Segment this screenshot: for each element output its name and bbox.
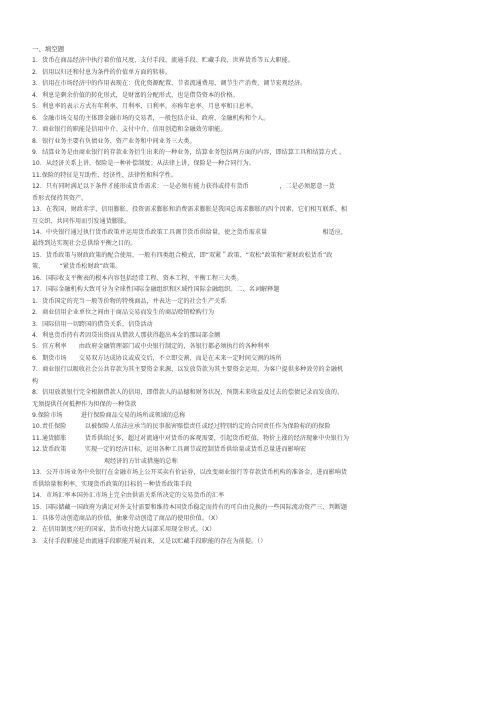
text-line: 13．公开市场业务中央银行在金融市场上公开买卖有价证券，以改变商业银行等存款货币机构的准备金，进而影响货 xyxy=(32,469,348,477)
text-line: 9.保险市场 进行保险商品交易的场所或领域的总称 xyxy=(32,412,186,419)
text-line: 9．结算业务是由商业银行的存款业务衍生出来的一种业务，结算业务包括两方面的内容，即结算工具和结算方式 。 xyxy=(32,148,346,156)
text-line: 5．官方利率 由政府金融管理部门或中央银行制定的，各银行都必须执行的各种利率 xyxy=(32,343,270,351)
text-line: 构 xyxy=(32,377,39,385)
text-line: 无须提供任何抵押作为担保的一种贷款 xyxy=(32,400,137,408)
text-line: 5．利息率的表示方式有年利率、月利率、日利率，亦称年息率、月息率和日息率。 xyxy=(32,103,258,111)
text-line: 11.通货膨胀 货币供给过多，超过对流通中对货币的客观需要，引起货币贬值，物价上涨的经济现象中央银行为 xyxy=(32,434,350,442)
text-line: 币供给量和利率，实现货币政策的目标的一种货币政策手段 xyxy=(32,480,192,488)
text-line: 4．利息货币持有者因贷出资而从借款人那获得超出本金的那局部金额 xyxy=(32,331,221,339)
section-heading: 一、填空题 xyxy=(32,45,65,53)
text-line: 10.责任保险 以被保险人依法应承当的民事损害赔偿责任或经过特别约定的合同责任作为保险标的的保险 xyxy=(32,423,331,431)
text-line: 10．从经济关系上讲，保险是一种补偿制度；从法律上讲，保险是一种合同行为。 xyxy=(32,160,255,168)
text-line: 最终到达实现社会总供给平衡之目的。 xyxy=(32,240,137,248)
text-line: 1．具体劳动创造商品的价值，抽象劳动创造了商品的使用价值。（X） xyxy=(32,514,222,522)
text-line: 3．支付手段职能是由流通手段职能开展而来，又是以贮藏手段职能的存在为前提。（） xyxy=(32,537,267,545)
text-line: 8．信用放款银行完全根据借款人的信用，即借款人的品德和财务状况，预期未来收益及过去的偿债记录而发放的、 xyxy=(32,389,344,397)
text-line: 6．期货市场 交易双方达成协议或成交后，不立即交割，而是在未来一定时间交割的场所 xyxy=(32,354,282,362)
text-line: 币形式保持其资产。 xyxy=(32,194,88,202)
text-line: 14．中央银行通过执行货币政策并运用货币政策工具调节货币供给量，使之货币需求量 相适应， xyxy=(32,229,348,236)
text-line: 4．利息是剩余价值的转化形式，是财富的分配形式，也是借贷资本的价格。 xyxy=(32,91,239,99)
text-line: 3．国际信用一切跨国的借贷关系，信贷活动 xyxy=(32,320,153,328)
text-line: 15．国际储藏一国政府为满足对外支付需要和维持本国货币稳定而持有的可自由兑换的一些国际流动资产三、判断题 xyxy=(32,503,348,511)
document-body xyxy=(32,44,477,547)
text-line: 2．信用以归还和付息为条件的价值单方面的转移。 xyxy=(32,68,172,76)
text-line: 11.保险的特征是互助性、经济性、法律性和科学性。 xyxy=(32,171,178,179)
text-line: 2．在信用制度兴旺的国家，货币收付绝大局部采用现金形式。（X） xyxy=(32,526,216,534)
text-line: 7．商业银行以吸收社会公共存款为其主要资金来源，以发放贷款为其主要资金运用，为客户提供多种效劳的金融机 xyxy=(32,366,344,374)
text-line: 14．市场汇率本国外汇市场上完全由供需关系所决定的交易货币的汇率 xyxy=(32,492,225,500)
text-line: 8．银行业务主要有负债业务、资产业务和中间业务三大类。 xyxy=(32,137,196,145)
text-line: 2．商业信用企业单位之间由于商品交易而发生的商品赊销赊购行为 xyxy=(32,309,215,317)
text-line: 1．货币国定的充当一般等价物的特殊商品，并表达一定的社会生产关系 xyxy=(32,297,227,305)
text-line: 16．国际收支平衡表的根本内容包括经常工程、资本工程、平衡工程三大类。 xyxy=(32,274,243,282)
text-line: 15．货币政策与财政政策的配合使用，一般有四类组合模式，即“双紧＂政策、“双松”政策和“紧财政松货币”政 xyxy=(32,251,333,259)
text-line: 3．信用在市场经济中的作用表现在：优化资源配置、节省流通费用、调节生产消费、调节宏观经济。 xyxy=(32,80,307,88)
text-line: 互交织、共同作用而引发通货膨胀。 xyxy=(32,217,131,225)
text-line: 17．国际金融机构大致可分为全球性国际金融组织和区域性国际金融组织。二、名词解释题 xyxy=(32,286,280,294)
text-line: 13．在我国，财政赤字、信用膨胀、投资需求膨胀和消费需求膨胀是我国总需求膨胀的四个因素，它们相互联系、相 xyxy=(32,206,348,214)
text-line: 7．商业银行的职能是信用中介、支付中介、信用创造和金融效劳职能。 xyxy=(32,126,227,134)
text-line: 12．只有同时满足以下条件才能形成货币需求：一是必须有能力获得或持有货币 ，二是必须愿意一货 xyxy=(32,183,335,191)
text-line: 1．货币在商品经济中执行着价值尺度、支付手段、流通手段、贮藏手段、世界货币等五大职能。 xyxy=(32,57,294,65)
text-line: 观经济的方针或措施的总称 xyxy=(104,457,178,465)
text-line: 6．金融市场交易的主体即金融市场的交易者，一般包括企业、政府、金融机构和个人。 xyxy=(32,114,270,122)
text-line: 策、 “紧货币松财政”政策。 xyxy=(32,263,122,271)
text-line: 12.货币政策 实现一定的经济目标，运用各种工具调节或控制货币供给量或货币总量进而影响宏 xyxy=(32,446,307,454)
